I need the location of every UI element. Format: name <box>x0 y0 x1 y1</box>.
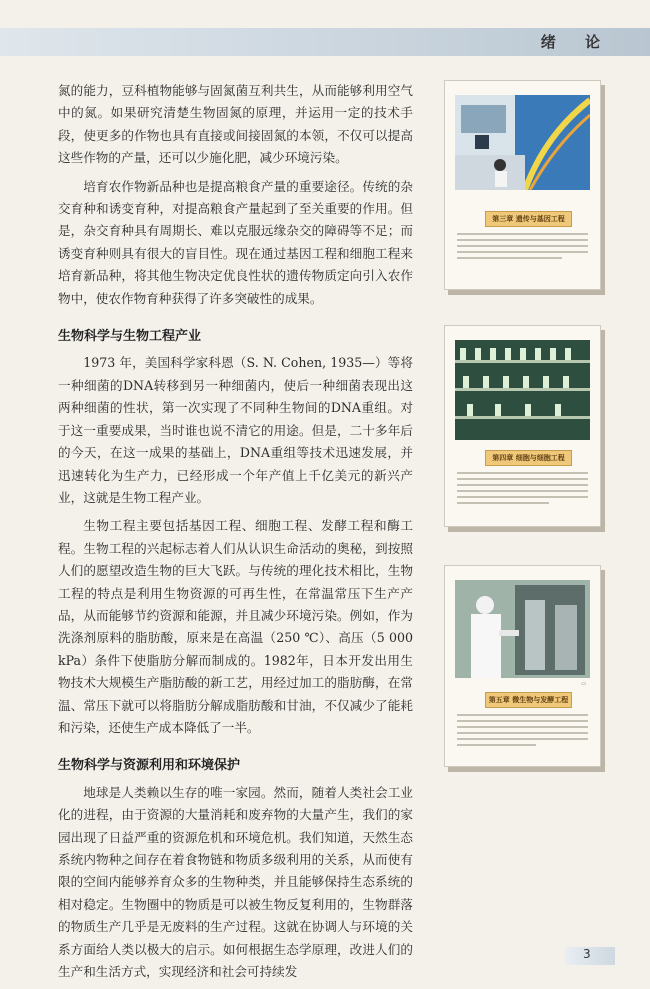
section-heading: 生物科学与生物工程产业 <box>58 329 202 345</box>
paragraph: 培育农作物新品种也是提高粮食产量的重要途径。传统的杂交育种和诱变育种，对提高粮食产量起到了至关重要的作用。但是，杂交育种具有周期长、难以克服远缘杂交的障碍等不足；而诱变育种则具有很大的盲目性。现在通过基因工程和细胞工程来培育新品种，将其他生物决定优良性状的遗传物质定向引入农作物中，使农作物育种获得了许多突破性的成果。 <box>58 178 413 306</box>
thumbnail-text <box>457 233 588 263</box>
main-text <box>58 80 413 989</box>
paragraph: 生物工程主要包括基因工程、细胞工程、发酵工程和酶工程。生物工程的兴起标志着人们从认识生命活动的奥秘，到按照人们的愿望改造生物的巨大飞跃。与传统的理化技术相比，生物工程的特点是利用生物资源的可再生性，在常温常压下生产产品，从而能够节约资源和能源，并且减少环境污染。例如，作为洗涤剂原料的脂肪酸，原来是在高温（250 ℃）、高压（5 000 kPa）条件下使脂肪分解而制成的。1982年，日本开发出用生物技术大规模生产脂肪酸的新工艺，用经过加工的脂肪酶，在常温、常压下就可以将脂肪分解成脂肪酸和甘油，不仅减少了能耗和污染，还使生产成本降低了一半。 <box>58 518 413 735</box>
chapter-label: 第四章 细胞与细胞工程 <box>485 450 572 466</box>
paragraph: 氮的能力，豆科植物能够与固氮菌互利共生，从而能够利用空气中的氮。如果研究清楚生物固氮的原理，并运用一定的技术手段，使更多的作物也具有直接或间接固氮的本领，不仅可以提高这些作物的产量，还可以少施化肥，减少环境污染。 <box>58 83 413 166</box>
lab-dna-photo <box>455 95 590 190</box>
page-number: 3 <box>583 947 591 961</box>
chapter-thumbnail-fermentation <box>444 565 601 767</box>
chapter-label: 第五章 微生物与发酵工程 <box>485 692 572 708</box>
chapter-header-title: 绪 论 <box>540 33 612 51</box>
tissue-culture-photo <box>455 340 590 440</box>
thumbnail-text <box>457 472 588 508</box>
paragraph: 1973 年，美国科学家科恩（S. N. Cohen, 1935—）等将一种细菌的DNA转移到另一种细菌内，使后一种细菌表现出这两种细菌的性状，第一次实现了不同种生物间的DNA重组。对于这一重要成果，当时谁也说不清它的用途。但是，二十多年后的今天，在这一成果的基础上，DNA重组等技术迅速发展，并迅速转化为生产力，已经形成一个年产值上千亿美元的新兴产业，这就是生物工程产业。 <box>58 355 413 505</box>
fermentation-lab-photo <box>455 580 590 678</box>
chapter-thumbnail-cell-engineering <box>444 325 601 527</box>
thumbnail-text <box>457 714 588 750</box>
photo-caption: ▭ <box>581 681 586 687</box>
chapter-label: 第三章 遗传与基因工程 <box>485 211 572 227</box>
section-heading: 生物科学与资源利用和环境保护 <box>58 758 241 774</box>
chapter-thumbnail-genetic-engineering <box>444 80 601 290</box>
paragraph: 地球是人类赖以生存的唯一家园。然而，随着人类社会工业化的进程，由于资源的大量消耗和废弃物的大量产生，我们的家园出现了日益严重的资源危机和环境危机。我们知道，天然生态系统内物种之间存在着食物链和物质多级利用的关系，从而使有限的空间内能够养育众多的生物种类，并且能够保持生态系统的相对稳定。生物圈中的物质是可以被生物反复利用的，生物群落的物质生产几乎是无废料的生产过程。这就在协调人与环境的关系方面给人类以极大的启示。如何根据生态学原理，改进人们的生产和生活方式，实现经济和社会可持续发 <box>58 784 413 980</box>
